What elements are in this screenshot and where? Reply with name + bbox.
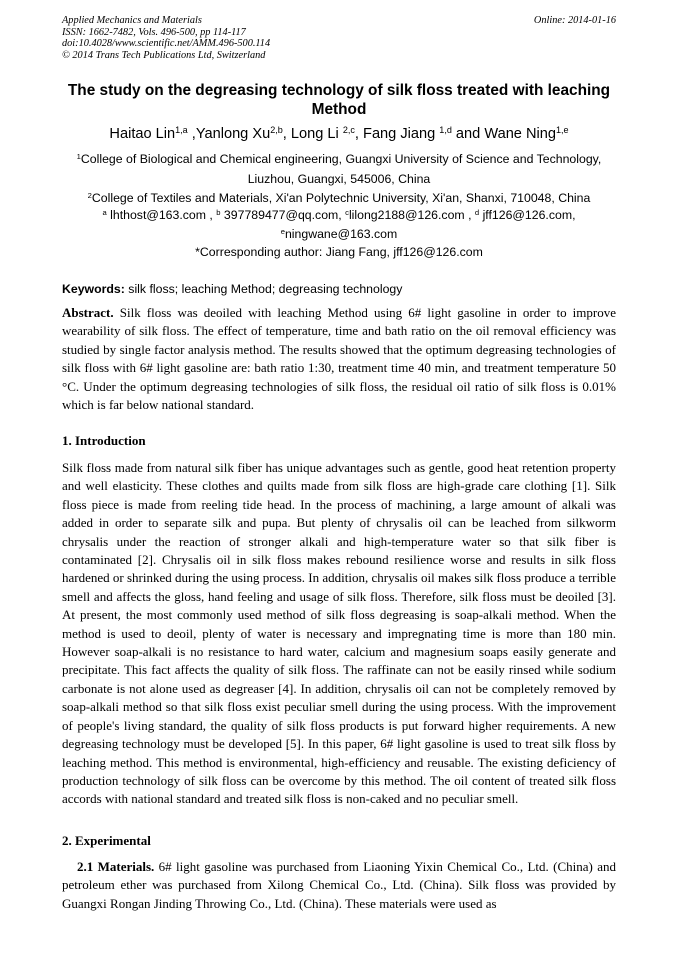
author: Haitao Lin$^{1,a}$ ,: [109, 125, 196, 142]
materials-paragraph: [62, 858, 616, 913]
author: Yanlong Xu$^{2,b}$,: [195, 125, 291, 142]
email-list: [40, 206, 638, 226]
section-heading-introduction: 1. Introduction: [62, 433, 146, 448]
corresponding-author: *Corresponding author: Jiang Fang, jff126@126.com: [195, 245, 483, 259]
materials-text: 6# light gasoline was purchased from Liaoning Yixin Chemical Co., Ltd. (China) and petroleum ether was purchased from Xilong Chemical Co., Ltd. (China). Silk floss was provided by Guangxi Rongan Jinding Throwing Co., Ltd. (China). These materials were used as: [62, 859, 617, 911]
author: Wane Ning$^{1,e}$: [484, 125, 569, 142]
author-list: [40, 124, 638, 144]
journal-name: Applied Mechanics and Materials: [62, 15, 202, 26]
keywords-text: silk floss; leaching Method; degreasing technology: [124, 282, 403, 296]
author: Long Li $^{2,c}$,: [290, 125, 364, 142]
keywords: [62, 282, 616, 296]
copyright-line: © 2014 Trans Tech Publications Ltd, Switzerland: [62, 49, 266, 61]
email: $^a$ lhthost@163.com ,: [102, 207, 213, 222]
email-line-2: $^e$ningwane@163.com: [280, 226, 398, 241]
affiliation-1: $^1$College of Biological and Chemical engineering, Guangxi University of Science and Technology,: [76, 151, 602, 166]
introduction-body: Silk floss made from natural silk fiber has unique advantages such as gentle, good heat retention property and well elasticity. These clothes and quilts made from silk floss are high-grade care clothing [1]. Silk floss piece is made from reeling tide head. In the process of machining, a large amount of alkali was added in order to separate silk and pupa. But plenty of chrysalis oil can be leached from silkworm chrysalis under the reaction of stronger alkali and high-temperature water so that silk fiber is contaminated [2]. Chrysalis oil in silk floss makes rebound resilience worse and results in silk floss hardened or shrinked during the using process. In addition, chrysalis oil makes silk floss produce a terrible smell and affects the gloss, hand feeling and usage of silk floss. Therefore, silk floss must be deoiled [3]. At present, the most commonly used method of silk floss degreasing is soap-alkali method. When the method is used to deoil, plenty of water is necessary and impregnating time is more than 180 min. However soap-alkali is no resistance to hard water, calcium and magnesium soaps easily generate and precipitate. This fact affects the quality of silk floss. The raffinate can not be easily rinsed while sodium carbonate is not alone used as degreaser [4]. In addition, chrysalis oil can not be completely removed by soap-alkali method so that silk floss exist peculiar smell during the using process. With the improvement of people's living standard, the quality of silk floss products is put forward higher requirements. A new degreasing technology must be developed [5]. In this paper, 6# light gasoline is used to treat silk floss by leaching method. This method is environmental, high-efficiency and reusable. The existing deficiency of production technology of silk floss can be overcome by this method. The oil content of treated silk floss accords with national standard and treated silk floss is non-caked and no peculiar smell.: [62, 460, 616, 807]
doi-line: doi:10.4028/www.scientific.net/AMM.496-500.114: [62, 38, 271, 50]
affiliation-1-cont: Liuzhou, Guangxi, 545006, China: [247, 172, 431, 186]
keywords-label: Keywords:: [62, 282, 125, 296]
abstract-label: Abstract.: [62, 305, 114, 320]
author: Fang Jiang $^{1,d}$ and: [363, 125, 485, 142]
email: $^c$lilong2188@126.com ,: [345, 207, 472, 222]
paper-title: The study on the degreasing technology of silk floss treated with leaching Method: [67, 82, 611, 118]
journal-header: [62, 15, 270, 61]
email: $^d$ jff126@126.com,: [474, 207, 576, 222]
abstract-text: Silk floss was deoiled with leaching Method using 6# light gasoline in order to improve wearability of silk floss. The effect of temperature, time and bath ratio on the oil removal efficiency was studied by single factor analysis method. The results showed that the optimum degreasing technologies of silk floss with 6# light gasoline are: bath ratio 1:30, treatment time 40 min, and treatment temperature 50 °C. Under the optimum degreasing technologies of silk floss, the residual oil ratio of silk floss is 0.01% which is far below national standard.: [62, 305, 616, 413]
materials-label: 2.1 Materials.: [77, 859, 155, 874]
online-date: Online: 2014-01-16: [533, 15, 616, 26]
section-heading-experimental: 2. Experimental: [62, 833, 151, 848]
issn-line: ISSN: 1662-7482, Vols. 496-500, pp 114-117: [62, 26, 246, 38]
email: $^b$ 397789477@qq.com,: [216, 207, 346, 222]
affiliation-2: $^2$College of Textiles and Materials, Xi'an Polytechnic University, Xi'an, Shanxi, 710048, China: [87, 190, 591, 205]
abstract: [62, 304, 616, 414]
